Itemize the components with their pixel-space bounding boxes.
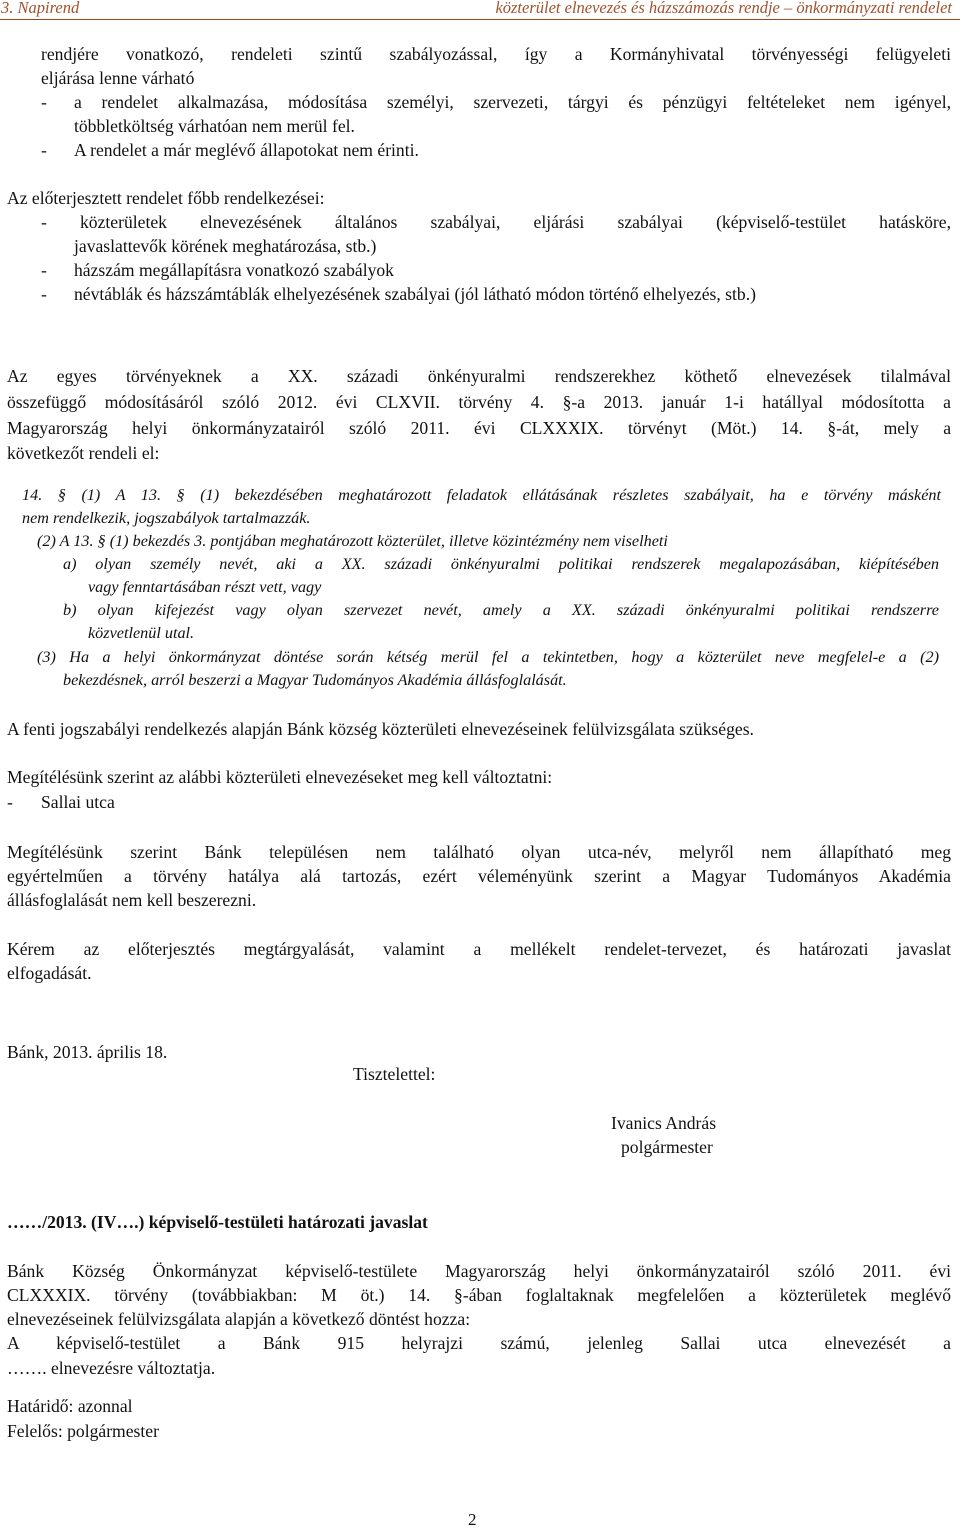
quote-line: nem rendelkezik, jogszabályok tartalmazzák. — [22, 509, 311, 527]
place-date: Bánk, 2013. április 18. — [7, 1042, 168, 1062]
request-paragraph: Kérem az előterjesztés megtárgyalását, valamint a mellékelt rendelet-tervezet, és határozati javaslat — [7, 939, 951, 959]
provision-item: házszám megállapításra vonatkozó szabályok — [74, 260, 394, 280]
change-item: Sallai utca — [41, 792, 115, 812]
resolution-decision: A képviselő-testület a Bánk 915 helyrajzi számú, jelenleg Sallai utca elnevezését a — [7, 1333, 951, 1353]
request-paragraph: elfogadását. — [7, 963, 92, 983]
provision-item: - közterületek elnevezésének általános szabályai, eljárási szabályai (képviselő-testület hatásköre, — [41, 212, 951, 232]
bullet-dash: - — [41, 92, 47, 112]
header-section: 3. Napirend — [1, 0, 80, 17]
resolution-text: elnevezéseinek felülvizsgálata alapján a következő döntést hozza: — [7, 1309, 471, 1329]
opinion-paragraph: egyértelműen a törvény hatálya alá tartozás, ezért véleményünk szerint a Magyar Tudományos Akadémia — [7, 866, 951, 886]
page-header — [0, 0, 960, 20]
bullet-dash: - — [41, 140, 47, 160]
resolution-text: CLXXXIX. törvény (továbbiakban: M öt.) 14. §-ában foglaltaknak megfelelően a közterületek meglévő — [7, 1285, 951, 1305]
opinion-paragraph: Megítélésünk szerint Bánk településen nem található olyan utca-név, melyről nem állapítható meg — [7, 842, 951, 862]
header-title: közterület elnevezés és házszámozás rendje – önkormányzati rendelet — [495, 0, 952, 17]
quote-point: b) olyan kifejezést vagy olyan szervezet nevét, amely a XX. századi önkényuralmi politikai rendszerre — [63, 601, 939, 619]
resolution-text: Bánk Község Önkormányzat képviselő-testülete Magyarország helyi önkormányzatairól szóló 2011. évi — [7, 1261, 951, 1281]
law-paragraph: Az egyes törvényeknek a XX. századi önkényuralmi rendszerekhez köthető elnevezések tilalmával — [7, 366, 951, 386]
quote-point-cont: vagy fenntartásában részt vett, vagy — [88, 578, 322, 596]
bullet-dash: - — [41, 284, 47, 304]
law-paragraph: Magyarország helyi önkormányzatairól szóló 2011. évi CLXXXIX. törvényt (Möt.) 14. §-át, mely a — [7, 418, 951, 438]
resolution-decision: ……. elnevezésre változtatja. — [7, 1358, 216, 1378]
intro-line: eljárása lenne várható — [41, 68, 195, 88]
quote-line: (2) A 13. § (1) bekezdés 3. pontjában meghatározott közterület, illetve közintézmény nem viselheti — [37, 532, 668, 550]
intro-bullet: A rendelet a már meglévő állapotokat nem érinti. — [74, 140, 419, 160]
signatory-name: Ivanics András — [611, 1113, 717, 1133]
intro-bullet: a rendelet alkalmazása, módosítása személyi, szervezeti, tárgyi és pénzügyi feltételeket nem igényel, — [74, 92, 951, 112]
law-paragraph: következőt rendeli el: — [7, 443, 160, 463]
opinion-paragraph: állásfoglalását nem kell beszerezni. — [7, 890, 257, 910]
change-intro: Megítélésünk szerint az alábbi közterületi elnevezéseket meg kell változtatni: — [7, 767, 553, 787]
quote-line: 14. § (1) A 13. § (1) bekezdésében meghatározott feladatok ellátásának részletes szabályait, ha e törvény másként — [22, 486, 941, 504]
provision-item: névtáblák és házszámtáblák elhelyezésének szabályai (jól látható módon történő elhelyezés, stb.) — [74, 284, 756, 304]
review-paragraph: A fenti jogszabályi rendelkezés alapján Bánk község közterületi elnevezéseinek felülvizsgálata szükséges. — [7, 719, 754, 739]
bullet-dash: - — [41, 260, 47, 280]
greeting: Tisztelettel: — [353, 1064, 436, 1084]
deadline: Határidő: azonnal — [7, 1396, 133, 1416]
bullet-dash: - — [7, 792, 13, 812]
signatory-role: polgármester — [621, 1137, 713, 1157]
resolution-title: ……/2013. (IV….) képviselő-testületi határozati javaslat — [7, 1212, 428, 1232]
intro-line: rendjére vonatkozó, rendeleti szintű szabályozással, így a Kormányhivatal törvényességi felügyeleti — [41, 44, 951, 64]
responsible: Felelős: polgármester — [7, 1421, 159, 1441]
provisions-title: Az előterjesztett rendelet főbb rendelkezései: — [7, 188, 325, 208]
provision-item-cont: javaslattevők körének meghatározása, stb.) — [74, 236, 377, 256]
quote-line: bekezdésnek, arról beszerzi a Magyar Tudományos Akadémia állásfoglalását. — [63, 671, 567, 689]
law-paragraph: összefüggő módosításáról szóló 2012. évi CLXVII. törvény 4. §-a 2013. január 1-i hatállyal módosította a — [7, 392, 951, 412]
quote-point: a) olyan személy nevét, aki a XX. századi önkényuralmi politikai rendszerek megalapozásában, kiépítésében — [63, 555, 939, 573]
quote-line: (3) Ha a helyi önkormányzat döntése során kétség merül fel a tekintetben, hogy a közterület neve megfelel-e a (2) — [37, 648, 939, 666]
quote-point-cont: közvetlenül utal. — [88, 624, 195, 642]
page-number: 2 — [468, 1510, 477, 1529]
intro-bullet-cont: többletköltség várhatóan nem merül fel. — [74, 116, 355, 136]
